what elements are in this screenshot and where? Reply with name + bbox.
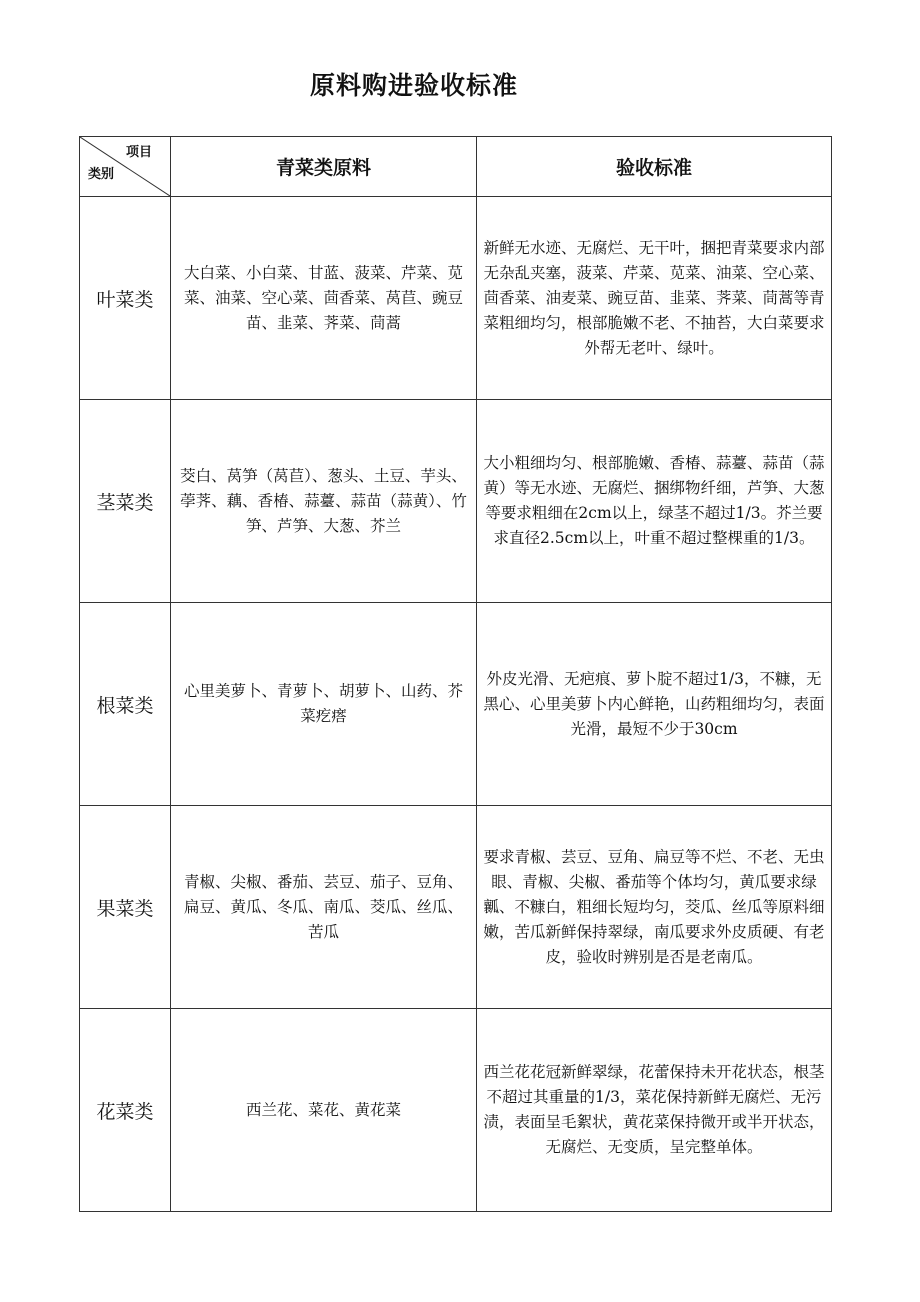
page-title: 原料购进验收标准	[310, 71, 519, 100]
category-cell: 果菜类	[80, 806, 171, 1009]
table-row	[80, 806, 832, 1009]
materials-cell: 青椒、尖椒、番茄、芸豆、茄子、豆角、扁豆、黄瓜、冬瓜、南瓜、茭瓜、丝瓜、苦瓜	[171, 806, 477, 1009]
header-material: 青菜类原料	[171, 137, 477, 197]
table-row	[80, 400, 832, 603]
category-cell: 茎菜类	[80, 400, 171, 603]
standard-cell: 新鲜无水迹、无腐烂、无干叶，捆把青菜要求内部无杂乱夹塞，菠菜、芹菜、苋菜、油菜、空心菜、茴香菜、油麦菜、豌豆苗、韭菜、荠菜、茼蒿等青菜粗细均匀，根部脆嫩不老、不抽苔，大白菜要求外帮无老叶、绿叶。	[477, 197, 832, 400]
header-standard: 验收标准	[477, 137, 832, 197]
header-category-label: 类别	[88, 167, 115, 182]
standard-cell: 西兰花花冠新鲜翠绿，花蕾保持未开花状态，根茎不超过其重量的1/3，菜花保持新鲜无腐烂、无污渍，表面呈毛絮状，黄花菜保持微开或半开状态，无腐烂、无变质，呈完整单体。	[477, 1009, 832, 1212]
standard-cell: 外皮光滑、无疤痕、萝卜腚不超过1/3，不糠，无黑心、心里美萝卜内心鲜艳，山药粗细均匀，表面光滑，最短不少于30cm	[477, 603, 832, 806]
materials-cell: 大白菜、小白菜、甘蓝、菠菜、芹菜、苋菜、油菜、空心菜、茴香菜、莴苣、豌豆苗、韭菜、荠菜、茼蒿	[171, 197, 477, 400]
table-row	[80, 603, 832, 806]
materials-cell: 西兰花、菜花、黄花菜	[171, 1009, 477, 1212]
standard-cell: 大小粗细均匀、根部脆嫩、香椿、蒜薹、蒜苗（蒜黄）等无水迹、无腐烂、捆绑物纤细，芦笋、大葱等要求粗细在2cm以上，绿茎不超过1/3。芥兰要求直径2.5cm以上，叶重不超过整棵重的1/3。	[477, 400, 832, 603]
category-cell: 花菜类	[80, 1009, 171, 1212]
header-item-label: 项目	[125, 145, 152, 160]
category-cell: 叶菜类	[80, 197, 171, 400]
table-header-row	[80, 137, 832, 197]
category-cell: 根菜类	[80, 603, 171, 806]
standard-cell: 要求青椒、芸豆、豆角、扁豆等不烂、不老、无虫眼、青椒、尖椒、番茄等个体均匀，黄瓜要求绿瓤、不糠白，粗细长短均匀，茭瓜、丝瓜等原料细嫩，苦瓜新鲜保持翠绿，南瓜要求外皮质硬、有老皮，验收时辨别是否是老南瓜。	[477, 806, 832, 1009]
materials-cell: 心里美萝卜、青萝卜、胡萝卜、山药、芥菜疙瘩	[171, 603, 477, 806]
diagonal-header-cell	[80, 137, 171, 197]
table-row	[80, 197, 832, 400]
materials-cell: 茭白、莴笋（莴苣）、葱头、土豆、芋头、荸荠、藕、香椿、蒜薹、蒜苗（蒜黄）、竹笋、芦笋、大葱、芥兰	[171, 400, 477, 603]
table-row	[80, 1009, 832, 1212]
standards-table	[79, 136, 832, 1212]
